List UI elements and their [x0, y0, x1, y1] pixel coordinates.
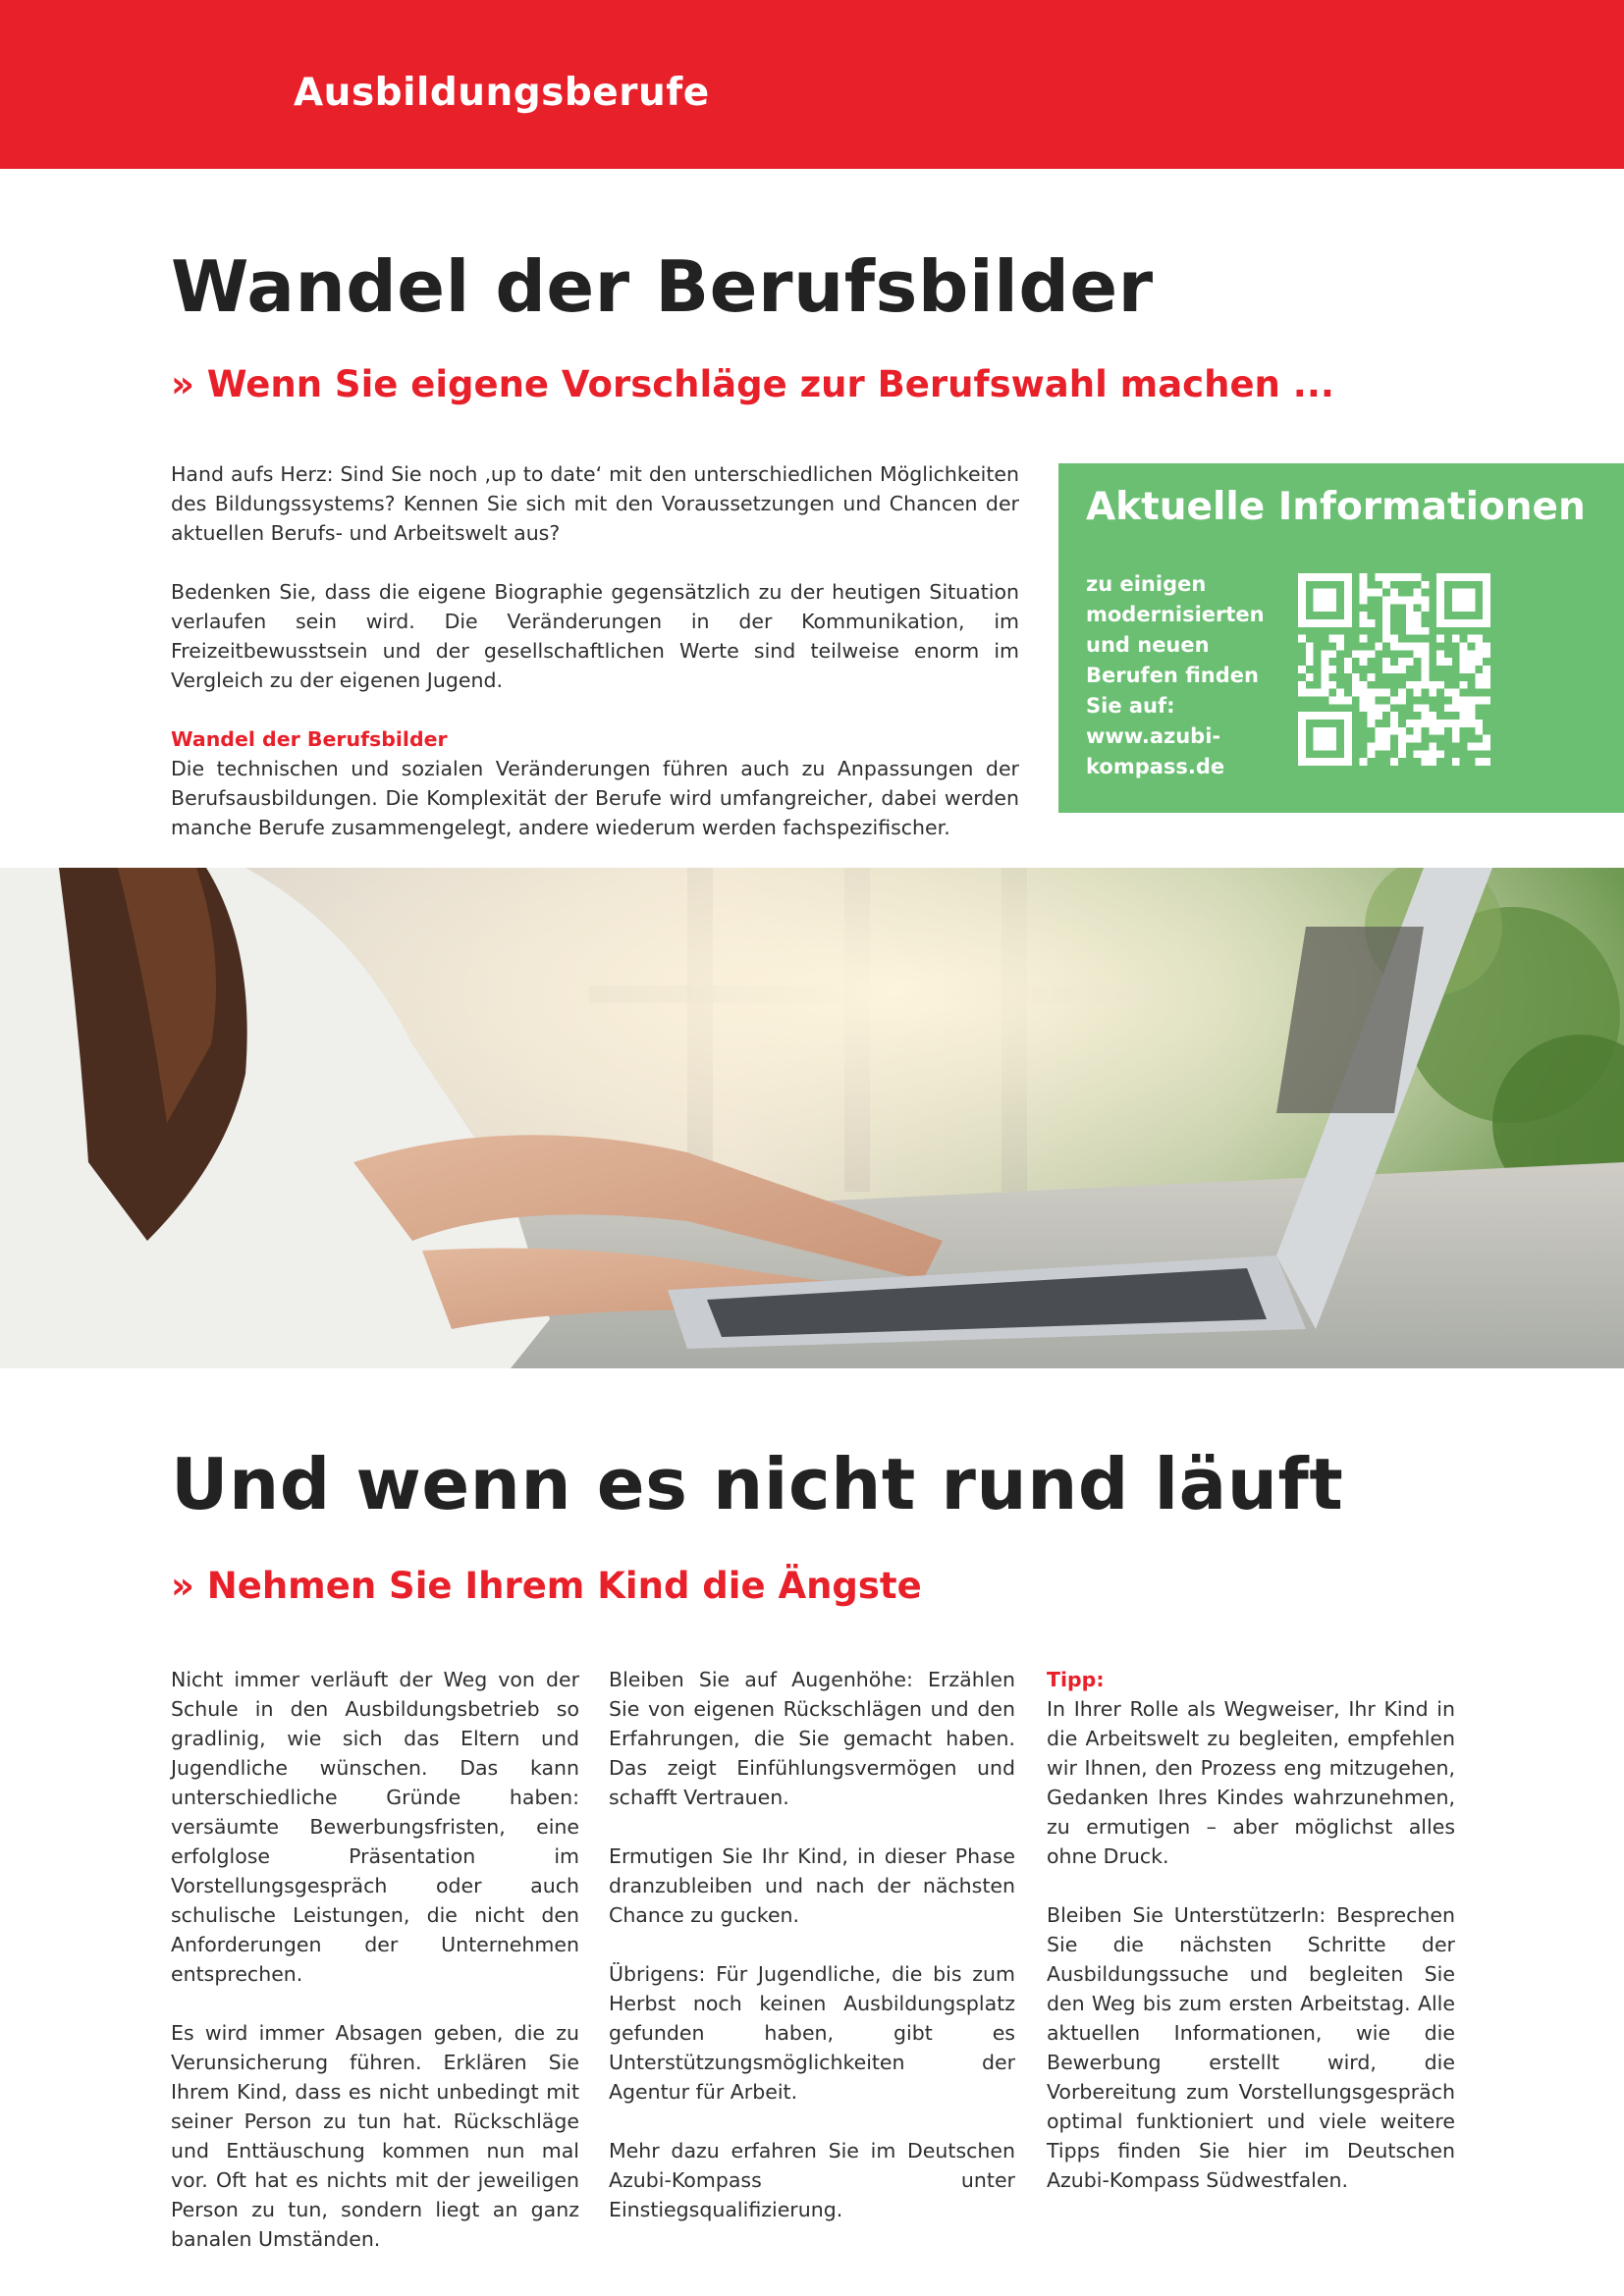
- section1-body: [171, 459, 1019, 842]
- column-paragraph: Nicht immer verläuft der Weg von der Schule in den Ausbildungsbetrieb so gradlinig, wie sich das Eltern und Jugendliche wünschen. Das kann unterschiedliche Gründe haben: versäumte Bewerbungsfristen, eine erfolglose Präsentation im Vorstellungsgespräch oder auch schulische Leistungen, die nicht den Anforderungen der Unternehmen entsprechen.: [171, 1668, 579, 1986]
- column-paragraph: Bleiben Sie UnterstützerIn: Besprechen Sie die nächsten Schritte der Ausbildungssuche und begleiten Sie den Weg bis zum ersten Arbeitstag. Alle aktuellen Informationen, wie die Bewerbung erstellt wird, die Vorbereitung zum Vorstellungsgespräch optimal funktioniert und viele weitere Tipps finden Sie hier im Deutschen Azubi-Kompass Südwestfalen.: [1047, 1903, 1455, 2192]
- info-box: [1058, 463, 1624, 813]
- section2-column-1: [171, 1665, 579, 2254]
- info-box-link[interactable]: www.azubi-: [1086, 724, 1221, 748]
- section2-column-3: [1047, 1665, 1455, 2195]
- info-box-text: [1086, 569, 1272, 782]
- qr-code-icon[interactable]: [1298, 573, 1490, 766]
- column-paragraph: Bleiben Sie auf Augenhöhe: Erzählen Sie von eigenen Rückschlägen und den Erfahrungen, die Sie gemacht haben. Das zeigt Einfühlungsvermögen und schafft Vertrauen.: [609, 1668, 1015, 1809]
- info-box-line: modernisierten: [1086, 603, 1265, 626]
- section1-subtitle: » Wenn Sie eigene Vorschläge zur Berufswahl machen ...: [171, 363, 1334, 405]
- info-box-title: Aktuelle Informationen: [1086, 485, 1586, 529]
- section1-paragraph-1: Hand aufs Herz: Sind Sie noch ‚up to date‘ mit den unterschiedlichen Möglichkeiten des Bildungssystems? Kennen Sie sich mit den Voraussetzungen und Chancen der aktuellen Berufs- und Arbeitswelt aus?: [171, 462, 1019, 545]
- tip-label: Tipp:: [1047, 1668, 1105, 1691]
- section1-paragraph-2: Bedenken Sie, dass die eigene Biographie gegensätzlich zu der heutigen Situation verlaufen sein wird. Die Veränderungen in der Kommunikation, im Freizeitbewusstsein und der gesellschaftlichen Werte sind teilweise enorm im Vergleich zu der eigenen Jugend.: [171, 580, 1019, 692]
- info-box-line: zu einigen: [1086, 572, 1207, 596]
- section2-column-2: [609, 1665, 1015, 2224]
- column-paragraph: In Ihrer Rolle als Wegweiser, Ihr Kind in die Arbeitswelt zu begleiten, empfehlen wir Ihnen, den Prozess eng mitzugehen, Gedanken Ihres Kindes wahrzunehmen, zu ermutigen – aber möglichst alles ohne Druck.: [1047, 1697, 1455, 1868]
- info-box-line: Berufen finden: [1086, 664, 1259, 687]
- header-label: Ausbildungsberufe: [294, 71, 710, 115]
- column-paragraph: Ermutigen Sie Ihr Kind, in dieser Phase dranzubleiben und nach der nächsten Chance zu gucken.: [609, 1844, 1015, 1927]
- header-band: [0, 0, 1624, 169]
- column-paragraph: Es wird immer Absagen geben, die zu Verunsicherung führen. Erklären Sie Ihrem Kind, dass es nicht unbedingt mit seiner Person zu tun hat. Rückschläge und Enttäuschung kommen nun mal vor. Oft hat es nichts mit der jeweiligen Person zu tun, sondern liegt an ganz banalen Umständen.: [171, 2021, 579, 2251]
- section1-subheading: Wandel der Berufsbilder: [171, 727, 448, 751]
- info-box-line: Sie auf:: [1086, 694, 1175, 718]
- info-box-link[interactable]: kompass.de: [1086, 755, 1225, 778]
- section1-subsection: [171, 724, 1019, 842]
- section1-title: Wandel der Berufsbilder: [171, 245, 1154, 328]
- column-paragraph: Mehr dazu erfahren Sie im Deutschen Azubi-Kompass unter Einstiegsqualifizierung.: [609, 2139, 1015, 2221]
- section1-sub-paragraph: Die technischen und sozialen Veränderungen führen auch zu Anpassungen der Berufsausbildungen. Die Komplexität der Berufe wird umfangreicher, dabei werden manche Berufe zusammengelegt, andere wiederum werden fachspezifischer.: [171, 757, 1019, 839]
- info-box-line: und neuen: [1086, 633, 1210, 657]
- section2-title: Und wenn es nicht rund läuft: [171, 1443, 1344, 1525]
- column-paragraph: Übrigens: Für Jugendliche, die bis zum Herbst noch keinen Ausbildungsplatz gefunden haben, gibt es Unterstützungsmöglichkeiten der Agentur für Arbeit.: [609, 1962, 1015, 2104]
- section2-subtitle: » Nehmen Sie Ihrem Kind die Ängste: [171, 1565, 922, 1607]
- tip-block: [1047, 1665, 1455, 1871]
- laptop-typing-photo: [0, 868, 1624, 1368]
